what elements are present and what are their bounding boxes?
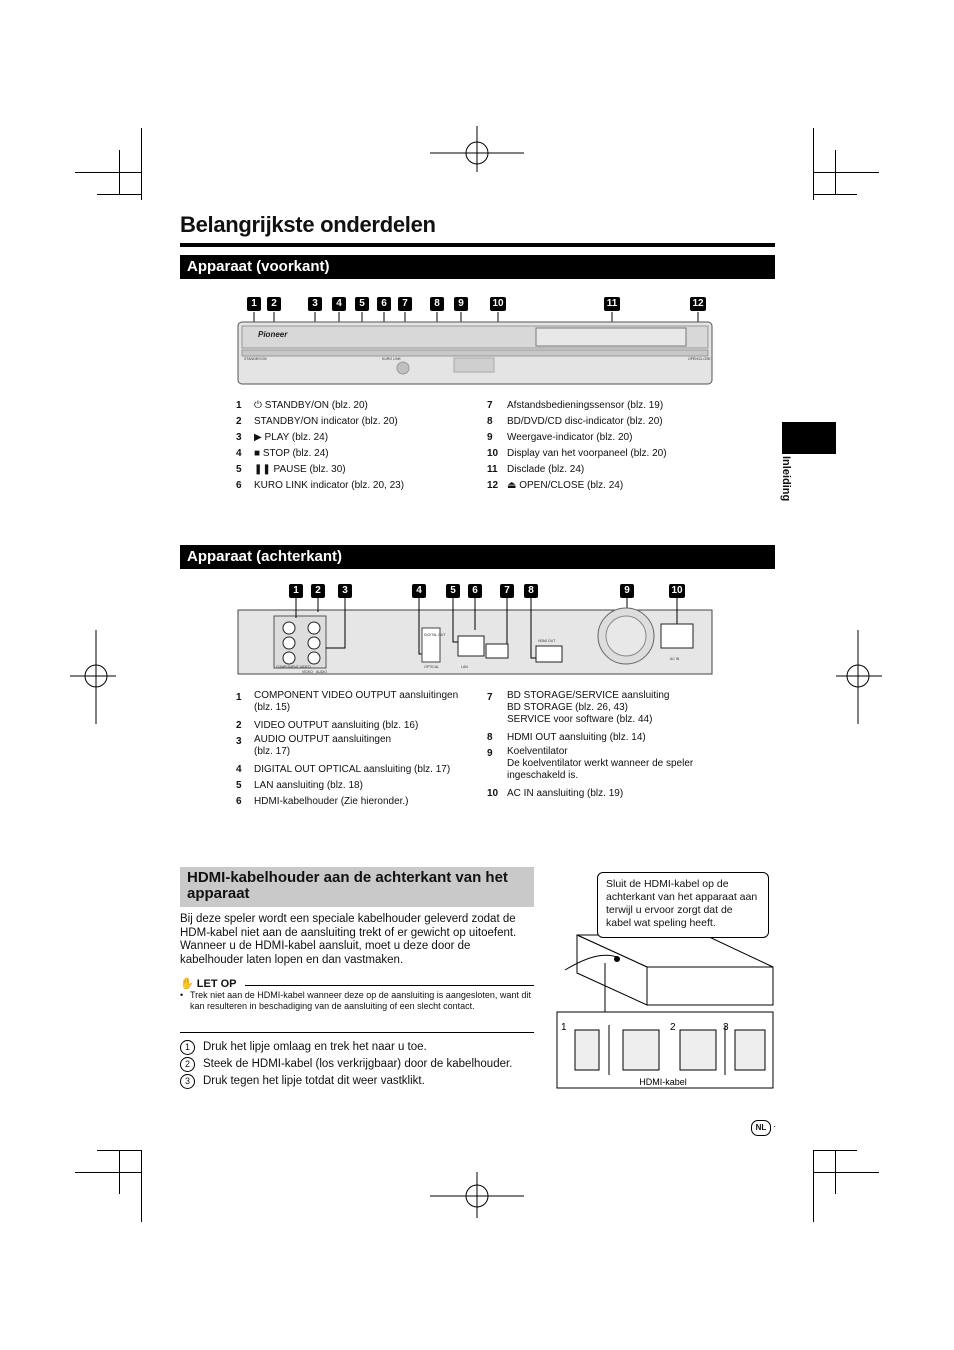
item-number: 4	[236, 764, 242, 775]
item-text: COMPONENT VIDEO OUTPUT aansluitingen	[254, 690, 459, 701]
list-item	[487, 786, 747, 802]
item-text: (blz. 15)	[254, 702, 291, 713]
video-label: VIDEO	[302, 670, 313, 674]
list-item	[487, 430, 747, 446]
caution-item	[180, 990, 534, 1012]
item-text: (blz. 17)	[254, 746, 291, 757]
front-callout: 10	[490, 297, 506, 311]
front-list-left	[236, 398, 486, 494]
item-text: ingeschakeld is.	[507, 770, 579, 781]
front-callout: 8	[430, 297, 444, 311]
list-item	[487, 414, 747, 430]
front-heading: Apparaat (voorkant)	[180, 255, 775, 279]
registration-mark-bottom	[430, 1172, 524, 1218]
item-text: DIGITAL OUT OPTICAL aansluiting (blz. 17)	[254, 764, 451, 775]
item-text: BD STORAGE (blz. 26, 43)	[507, 702, 628, 713]
illustration-note: Sluit de HDMI-kabel op de achterkant van het apparaat aan terwijl u ervoor zorgt dat de kabel wat speling heeft.	[597, 872, 769, 938]
step-number: 3	[180, 1074, 195, 1089]
item-number: 8	[487, 732, 493, 743]
list-item	[487, 398, 747, 414]
list-item	[236, 462, 486, 478]
item-text: SERVICE voor software (blz. 44)	[507, 714, 653, 725]
item-number: 5	[236, 464, 242, 475]
open-close-label: OPEN/CLOSE	[688, 357, 711, 361]
item-number: 12	[487, 480, 499, 491]
digital-out-label: DIGITAL OUT	[424, 633, 446, 637]
title-rule	[180, 243, 775, 247]
item-number: 5	[236, 780, 242, 791]
step-text: Druk tegen het lipje totdat dit weer vastklikt.	[203, 1075, 425, 1087]
section-tab-label: Inleiding	[780, 456, 792, 502]
rear-list-right	[487, 690, 747, 802]
illustration-step: 1	[561, 1022, 567, 1033]
optical-label: OPTICAL	[424, 665, 439, 669]
lan-label: LAN	[461, 665, 468, 669]
list-item	[236, 690, 476, 714]
item-number: 7	[487, 692, 493, 703]
item-text: De koelventilator werkt wanneer de speler	[507, 758, 694, 769]
section-tab	[782, 422, 836, 454]
item-text: ⏏ OPEN/CLOSE (blz. 24)	[507, 480, 624, 491]
rear-panel-illustration	[236, 598, 716, 678]
step-item	[180, 1073, 540, 1090]
caution-title-text: LET OP	[196, 978, 237, 990]
step-item	[180, 1056, 540, 1073]
item-text: KURO LINK indicator (blz. 20, 23)	[254, 480, 405, 491]
list-item	[487, 462, 747, 478]
step-item	[180, 1039, 540, 1056]
item-number: 3	[236, 736, 242, 747]
item-number: 6	[236, 480, 242, 491]
item-text: HDMI OUT aansluiting (blz. 14)	[507, 732, 646, 743]
list-item	[236, 414, 486, 430]
list-item	[236, 734, 476, 758]
list-item	[236, 718, 476, 734]
bullet-icon: •	[180, 990, 184, 1000]
front-callout: 5	[355, 297, 369, 311]
item-text: ■ STOP (blz. 24)	[254, 448, 329, 459]
list-item	[236, 794, 476, 810]
item-number: 9	[487, 748, 493, 759]
rear-callout: 3	[338, 584, 352, 598]
rear-callout: 7	[500, 584, 514, 598]
language-badge: NL	[751, 1120, 771, 1136]
hand-icon: ✋	[180, 978, 194, 990]
item-text: BD/DVD/CD disc-indicator (blz. 20)	[507, 416, 663, 427]
list-item	[487, 446, 747, 462]
list-item	[236, 778, 476, 794]
rear-callout: 2	[311, 584, 325, 598]
front-callout: 9	[454, 297, 468, 311]
item-number: 10	[487, 788, 499, 799]
front-callout: 11	[604, 297, 620, 311]
item-text: ⏻ STANDBY/ON (blz. 20)	[254, 400, 368, 411]
item-number: 8	[487, 416, 493, 427]
hdmi-holder-heading: HDMI-kabelhouder aan de achterkant van het apparaat	[180, 867, 534, 907]
item-text: ▶ PLAY (blz. 24)	[254, 432, 329, 443]
rear-callout: 10	[669, 584, 685, 598]
rear-callout: 1	[289, 584, 303, 598]
item-text: AC IN aansluiting (blz. 19)	[507, 788, 624, 799]
rear-callout: 4	[412, 584, 426, 598]
illustration-step: 2	[670, 1022, 676, 1033]
item-text: STANDBY/ON indicator (blz. 20)	[254, 416, 398, 427]
rear-callout: 6	[468, 584, 482, 598]
rear-callout: 8	[524, 584, 538, 598]
item-number: 1	[236, 692, 242, 703]
item-text: LAN aansluiting (blz. 18)	[254, 780, 363, 791]
item-text: Afstandsbedieningssensor (blz. 19)	[507, 400, 664, 411]
item-text: HDMI-kabelhouder (Zie hieronder.)	[254, 796, 409, 807]
item-text: BD STORAGE/SERVICE aansluiting	[507, 690, 670, 701]
list-item	[236, 478, 486, 494]
item-text: Koelventilator	[507, 746, 568, 757]
caution-title	[180, 977, 237, 990]
page-title: Belangrijkste onderdelen	[180, 212, 436, 237]
step-text: Steek de HDMI-kabel (los verkrijgbaar) door de kabelhouder.	[203, 1058, 513, 1070]
rear-heading: Apparaat (achterkant)	[180, 545, 775, 569]
list-item	[487, 746, 747, 782]
page-marker: ·	[773, 1121, 777, 1132]
list-item	[487, 478, 747, 494]
standby-label: STANDBY/ON	[244, 357, 267, 361]
registration-mark-left	[70, 630, 116, 724]
list-item	[236, 446, 486, 462]
list-item	[236, 430, 486, 446]
hdmi-cable-label: HDMI-kabel	[639, 1077, 687, 1087]
caution-rule	[245, 985, 534, 986]
hdmi-out-label: HDMI OUT	[538, 639, 556, 643]
item-number: 7	[487, 400, 493, 411]
front-callout: 6	[377, 297, 391, 311]
item-number: 4	[236, 448, 242, 459]
item-number: 10	[487, 448, 499, 459]
item-number: 11	[487, 464, 498, 475]
front-callout: 1	[247, 297, 261, 311]
kuro-label: KURO LINK	[382, 357, 401, 361]
steps-list	[180, 1039, 540, 1090]
component-label: COMPONENT VIDEO	[276, 665, 311, 669]
list-item	[487, 730, 747, 746]
item-number: 6	[236, 796, 242, 807]
rear-list-left	[236, 690, 476, 810]
item-text: VIDEO OUTPUT aansluiting (blz. 16)	[254, 720, 419, 731]
front-callout: 3	[308, 297, 322, 311]
list-item	[236, 398, 486, 414]
caution-text: Trek niet aan de HDMI-kabel wanneer deze op de aansluiting is aangesloten, want dit kan resulteren in beschadiging van de aansluiting of een slecht contact.	[190, 990, 531, 1011]
step-number: 2	[180, 1057, 195, 1072]
rear-callout: 5	[446, 584, 460, 598]
registration-mark-top	[430, 126, 524, 172]
front-callout: 4	[332, 297, 346, 311]
steps-rule	[180, 1032, 534, 1033]
front-panel-illustration	[236, 310, 716, 390]
item-text: AUDIO OUTPUT aansluitingen	[254, 734, 392, 745]
item-text: ❚❚ PAUSE (blz. 30)	[254, 464, 346, 475]
list-item	[236, 762, 476, 778]
item-number: 3	[236, 432, 242, 443]
item-number: 2	[236, 416, 242, 427]
front-callout: 7	[398, 297, 412, 311]
item-text: Disclade (blz. 24)	[507, 464, 585, 475]
front-callout: 12	[690, 297, 706, 311]
list-item	[487, 690, 747, 726]
rear-callout: 9	[620, 584, 634, 598]
illustration-step: 3	[723, 1022, 729, 1033]
registration-mark-right	[836, 630, 882, 724]
item-text: Weergave-indicator (blz. 20)	[507, 432, 633, 443]
item-number: 9	[487, 432, 493, 443]
item-text: Display van het voorpaneel (blz. 20)	[507, 448, 667, 459]
hdmi-holder-paragraph: Bij deze speler wordt een speciale kabelhouder geleverd zodat de HDM-kabel niet aan de aansluiting trekt of er gewicht op uitoefent. Wanneer u de HDMI-kabel aansluit, moet u deze door de kabelhouder laten lopen en dan vastmaken.	[180, 913, 517, 966]
front-callout: 2	[267, 297, 281, 311]
step-number: 1	[180, 1040, 195, 1055]
item-number: 2	[236, 720, 242, 731]
front-list-right	[487, 398, 747, 494]
ac-in-label: AC IN	[670, 657, 680, 661]
step-text: Druk het lipje omlaag en trek het naar u toe.	[203, 1041, 427, 1053]
item-number: 1	[236, 400, 242, 411]
audio-label: AUDIO	[316, 670, 328, 674]
brand-logo: Pioneer	[258, 330, 288, 339]
